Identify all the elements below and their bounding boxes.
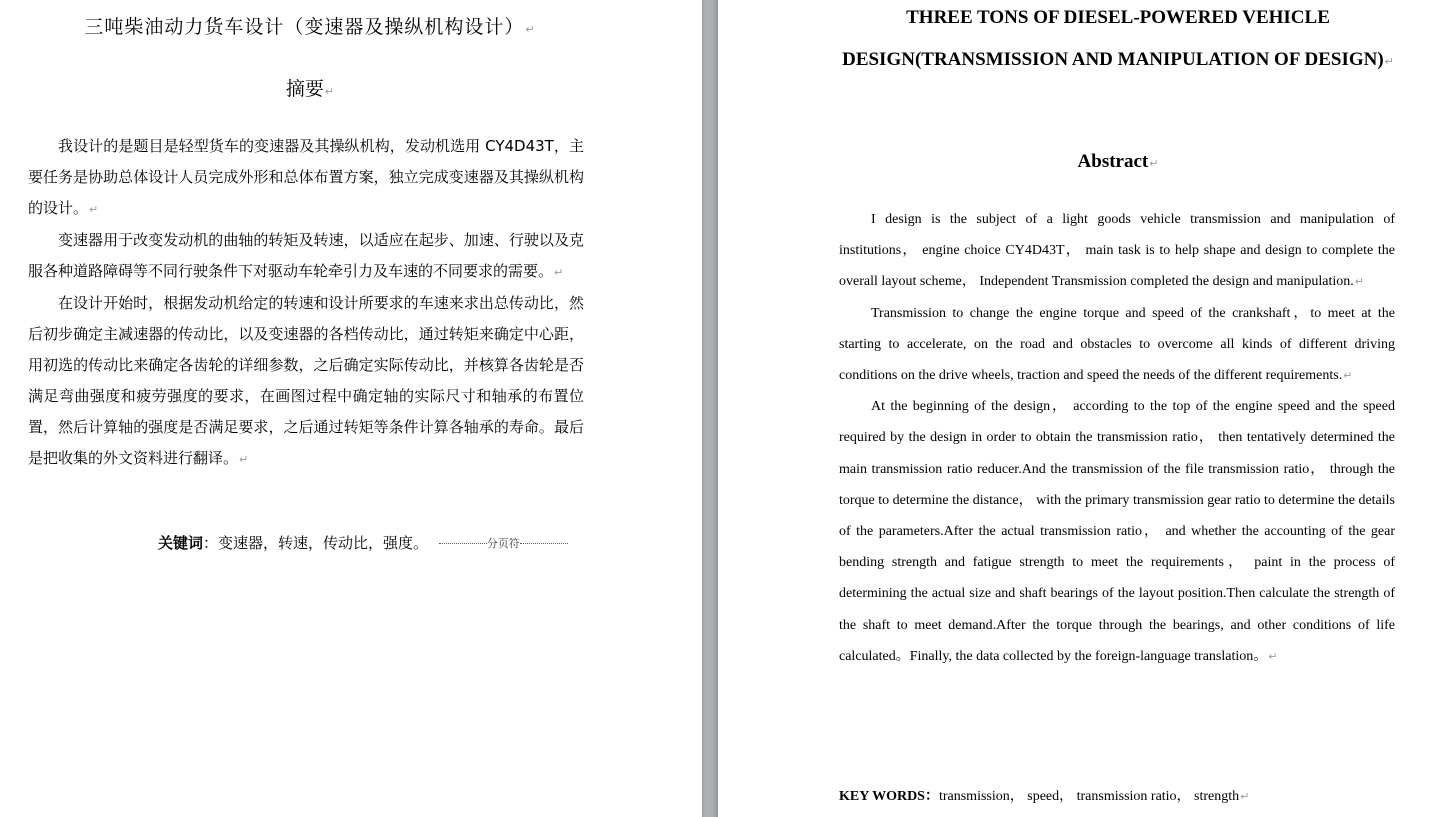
document-page-chinese[interactable] [0, 0, 702, 817]
chinese-paragraph: 变速器用于改变发动机的曲轴的转矩及转速，以适应在起步、加速、行驶以及克服各种道路障碍等不同行驶条件下对驱动车轮牵引力及车速的不同要求的需要。↵ [28, 231, 584, 280]
english-paragraph: Transmission to change the engine torque and speed of the crankshaft，to meet at the starting to accelerate, on the road and obstacles to overcome all kinds of different driving conditions on the drive wheels, traction and speed the needs of the different requirements.↵ [839, 305, 1395, 384]
paragraph-mark-icon: ↵ [1384, 54, 1394, 68]
paragraph-mark-icon: ↵ [324, 85, 335, 98]
paragraph-mark-icon: ↵ [554, 266, 564, 279]
paragraph-mark-icon: ↵ [1343, 369, 1353, 383]
keywords-label: KEY WORDS： [839, 789, 939, 804]
page-break-marker: 分页符 [439, 529, 568, 559]
chinese-abstract-body [28, 131, 584, 475]
keywords-text: transmission， speed， transmission ratio， strength [938, 789, 1240, 804]
chinese-abstract-heading: 摘要↵ [285, 78, 335, 100]
page-gap-divider [702, 0, 718, 817]
chinese-document-title: 三吨柴油动力货车设计（变速器及操纵机构设计）↵ [84, 16, 536, 38]
english-abstract-body [839, 204, 1395, 672]
english-document-title: THREE TONS OF DIESEL-POWERED VEHICLE DESIGN(TRANSMISSION AND MANIPULATION OF DESIGN)↵ [842, 7, 1394, 70]
chinese-paragraph: 我设计的是题目是轻型货车的变速器及其操纵机构，发动机选用 CY4D43T，主要任务是协助总体设计人员完成外形和总体布置方案，独立完成变速器及其操纵机构的设计。↵ [28, 137, 584, 217]
chinese-paragraph: 在设计开始时，根据发动机给定的转速和设计所要求的车速来求出总传动比，然后初步确定主减速器的传动比，以及变速器的各档传动比，通过转矩来确定中心距，用初选的传动比来确定各齿轮的详细参数，之后确定实际传动比，并核算各齿轮是否满足弯曲强度和疲劳强度的要求，在画图过程中确定轴的实际尺寸和轴承的布置位置，然后计算轴的强度是否满足要求，之后通过转矩等条件计算各轴承的寿命。最后是把收集的外文资料进行翻译。↵ [28, 294, 584, 467]
chinese-keywords [158, 528, 588, 559]
keywords-text: ：变速器，转速，传动比，强度。 [203, 534, 429, 552]
paragraph-mark-icon: ↵ [89, 203, 99, 216]
document-page-english[interactable] [718, 0, 1436, 817]
paragraph-mark-icon: ↵ [1354, 275, 1365, 289]
paragraph-mark-icon: ↵ [239, 453, 249, 466]
paragraph-mark-icon: ↵ [1149, 157, 1159, 170]
paragraph-mark-icon: ↵ [525, 23, 536, 36]
english-abstract-heading: Abstract↵ [1077, 151, 1159, 172]
english-paragraph: At the beginning of the design， according to the top of the engine speed and the speed required by the design in order to obtain the transmission ratio， then tentatively determined the main transmission ratio reducer.And the transmission of the file transmission ratio， through the torque to determine the distance， with the primary transmission gear ratio to determine the details of the parameters.After the actual transmission ratio， and whether the accounting of the gear bending strength and fatigue strength to meet the requirements， paint in the process of determining the actual size and shaft bearings of the layout position.Then calculate the strength of the shaft to meet demand.After the torque through the bearings, and other conditions of life calculated。Finally, the data collected by the foreign-language translation。↵ [839, 399, 1395, 664]
paragraph-mark-icon: ↵ [1240, 790, 1250, 803]
paragraph-mark-icon: ↵ [1268, 649, 1278, 663]
english-keywords [839, 783, 1395, 811]
english-paragraph: I design is the subject of a light goods vehicle transmission and manipulation of institutions， engine choice CY4D43T， main task is to help shape and design to complete the overall layout scheme， Independent Transmission completed the design and manipulation.↵ [839, 212, 1395, 290]
keywords-label: 关键词 [158, 534, 204, 552]
